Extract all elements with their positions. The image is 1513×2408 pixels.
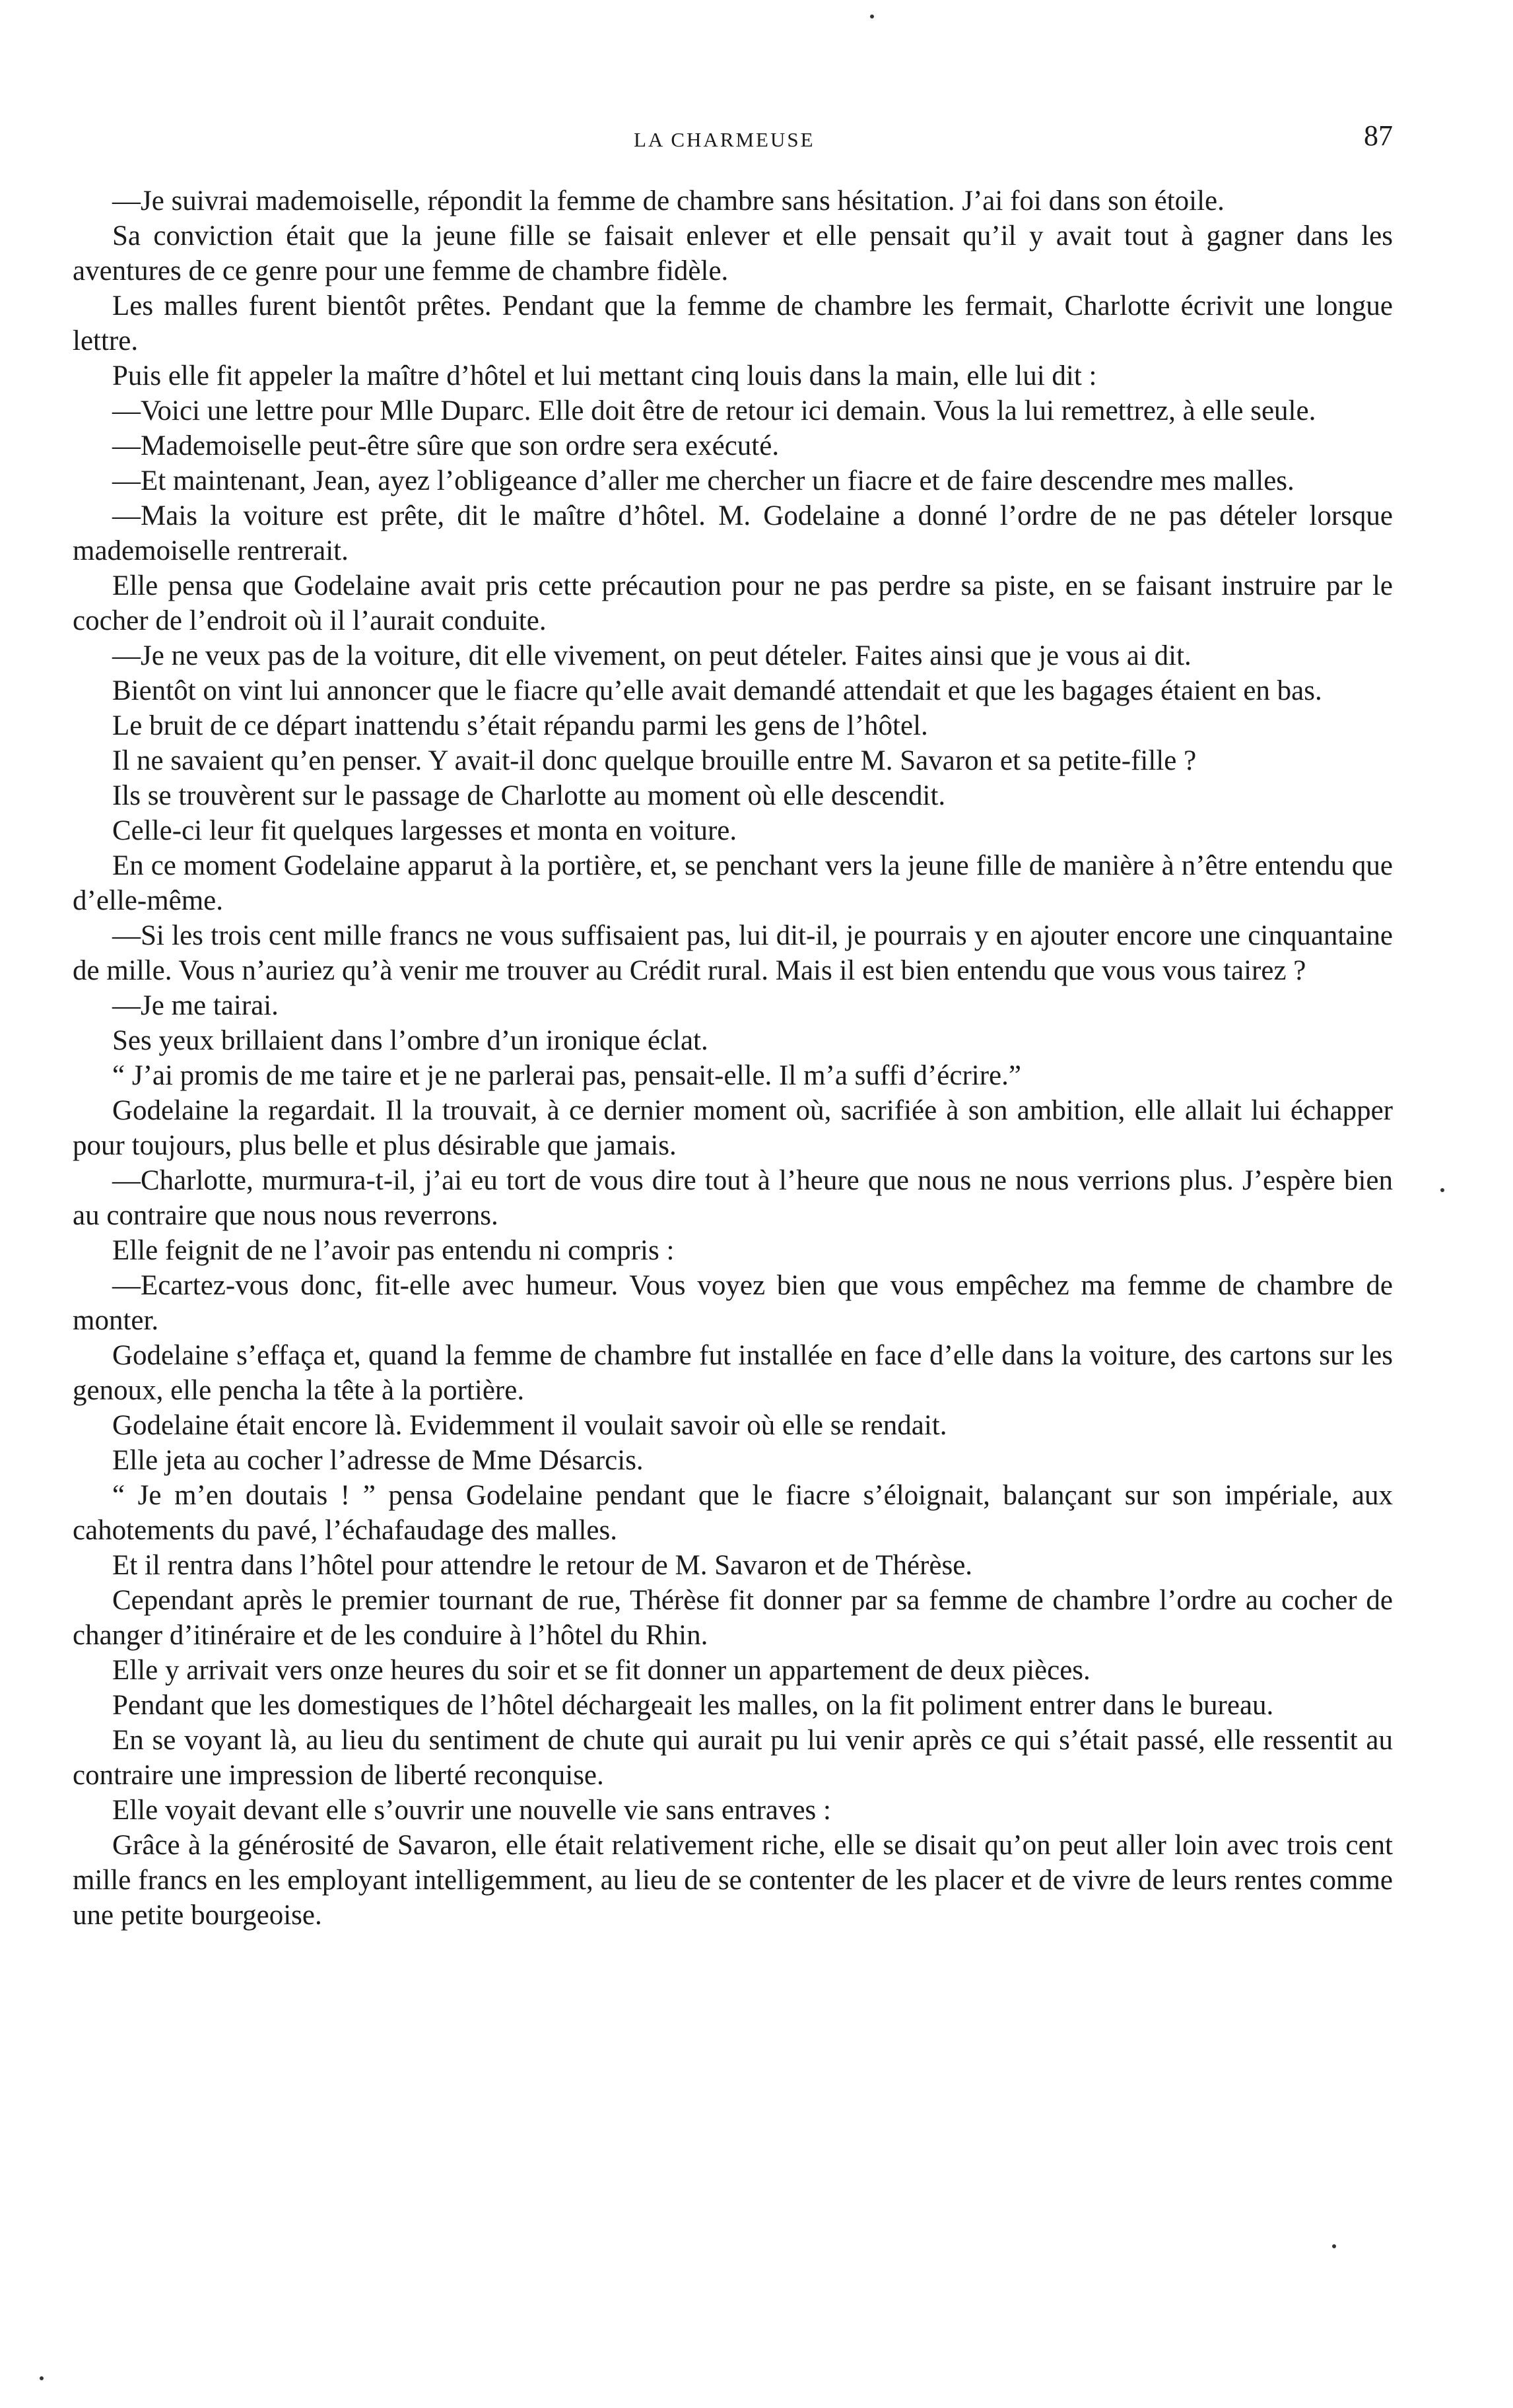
paragraph: —Voici une lettre pour Mlle Duparc. Elle doit être de retour ici demain. Vous la lui remettrez, à elle seule. bbox=[112, 395, 1316, 426]
paragraph: Elle voyait devant elle s’ouvrir une nouvelle vie sans entraves : bbox=[112, 1795, 831, 1826]
paragraph: Elle jeta au cocher l’adresse de Mme Désarcis. bbox=[112, 1445, 644, 1476]
paragraph: Sa conviction était que la jeune fille se faisait enlever et elle pensait qu’il y avait tout à gagner dans les aventures de ce genre pour une femme de chambre fidèle. bbox=[73, 220, 1393, 286]
paragraph: Puis elle fit appeler la maître d’hôtel et lui mettant cinq louis dans la main, elle lui dit : bbox=[112, 360, 1097, 391]
paragraph: Il ne savaient qu’en penser. Y avait-il donc quelque brouille entre M. Savaron et sa petite-fille ? bbox=[112, 745, 1197, 776]
paragraph: Godelaine s’effaça et, quand la femme de chambre fut installée en face d’elle dans la voiture, des cartons sur les genoux, elle pencha la tête à la portière. bbox=[73, 1340, 1393, 1406]
print-speck bbox=[40, 2376, 44, 2380]
paragraph: Les malles furent bientôt prêtes. Pendant que la femme de chambre les fermait, Charlotte écrivit une longue lettre. bbox=[73, 290, 1393, 356]
paragraph: Et il rentra dans l’hôtel pour attendre le retour de M. Savaron et de Thérèse. bbox=[112, 1550, 973, 1581]
paragraph: —Ecartez-vous donc, fit-elle avec humeur. Vous voyez bien que vous empêchez ma femme de chambre de monter. bbox=[73, 1270, 1393, 1336]
paragraph: —Je suivrai mademoiselle, répondit la femme de chambre sans hésitation. J’ai foi dans son étoile. bbox=[112, 185, 1225, 217]
paragraph: Celle-ci leur fit quelques largesses et monta en voiture. bbox=[112, 815, 737, 846]
paragraph: En ce moment Godelaine apparut à la portière, et, se penchant vers la jeune fille de manière à n’être entendu que d’elle-même. bbox=[73, 850, 1393, 916]
print-speck bbox=[1440, 1188, 1444, 1192]
paragraph: —Je ne veux pas de la voiture, dit elle vivement, on peut dételer. Faites ainsi que je vous ai dit. bbox=[112, 640, 1192, 671]
paragraph: Godelaine la regardait. Il la trouvait, à ce dernier moment où, sacrifiée à son ambition, elle allait lui échapper pour toujours, plus belle et plus désirable que jamais. bbox=[73, 1095, 1393, 1161]
paragraph: Le bruit de ce départ inattendu s’était répandu parmi les gens de l’hôtel. bbox=[112, 710, 928, 741]
paragraph: Ils se trouvèrent sur le passage de Charlotte au moment où elle descendit. bbox=[112, 780, 946, 811]
paragraph: Elle feignit de ne l’avoir pas entendu ni compris : bbox=[112, 1235, 675, 1266]
paragraph: “ J’ai promis de me taire et je ne parlerai pas, pensait-elle. Il m’a suffi d’écrire.” bbox=[112, 1060, 1021, 1091]
paragraph: Ses yeux brillaient dans l’ombre d’un ironique éclat. bbox=[112, 1025, 708, 1056]
page-header bbox=[73, 119, 1393, 158]
paragraph: En se voyant là, au lieu du sentiment de chute qui aurait pu lui venir après ce qui s’était passé, elle ressentit au contraire une impression de liberté reconquise. bbox=[73, 1725, 1393, 1791]
paragraph: Grâce à la générosité de Savaron, elle était relativement riche, elle se disait qu’on peut aller loin avec trois cent mille francs en les employant intelligemment, au lieu de se contenter de les placer et de vivre de leurs rentes comme une petite bourgeoise. bbox=[73, 1830, 1393, 1931]
paragraph: Cependant après le premier tournant de rue, Thérèse fit donner par sa femme de chambre l’ordre au cocher de changer d’itinéraire et de les conduire à l’hôtel du Rhin. bbox=[73, 1585, 1393, 1651]
paragraph: Pendant que les domestiques de l’hôtel déchargeait les malles, on la fit poliment entrer dans le bureau. bbox=[112, 1690, 1274, 1721]
paragraph: Godelaine était encore là. Evidemment il voulait savoir où elle se rendait. bbox=[112, 1410, 947, 1441]
paragraph: —Charlotte, murmura-t-il, j’ai eu tort de vous dire tout à l’heure que nous ne nous verrions plus. J’espère bien au contraire que nous nous reverrons. bbox=[73, 1165, 1393, 1231]
print-speck bbox=[1332, 2244, 1336, 2248]
paragraph: —Mademoiselle peut-être sûre que son ordre sera exécuté. bbox=[112, 430, 780, 461]
paragraph: —Mais la voiture est prête, dit le maître d’hôtel. M. Godelaine a donné l’ordre de ne pas dételer lorsque mademoiselle rentrerait. bbox=[73, 500, 1393, 566]
print-speck bbox=[870, 15, 874, 18]
paragraph: —Et maintenant, Jean, ayez l’obligeance d’aller me chercher un fiacre et de faire descendre mes malles. bbox=[112, 465, 1294, 496]
paragraph: “ Je m’en doutais ! ” pensa Godelaine pendant que le fiacre s’éloignait, balançant sur son impériale, aux cahotements du pavé, l’échafaudage des malles. bbox=[73, 1480, 1393, 1546]
body-text bbox=[73, 184, 1393, 1933]
paragraph: Elle pensa que Godelaine avait pris cette précaution pour ne pas perdre sa piste, en se faisant instruire par le cocher de l’endroit où il l’aurait conduite. bbox=[73, 570, 1393, 636]
paragraph: Bientôt on vint lui annoncer que le fiacre qu’elle avait demandé attendait et que les bagages étaient en bas. bbox=[112, 675, 1322, 706]
paragraph: Elle y arrivait vers onze heures du soir et se fit donner un appartement de deux pièces. bbox=[112, 1655, 1091, 1686]
page-number: 87 bbox=[1364, 119, 1393, 152]
running-title: LA CHARMEUSE bbox=[634, 128, 815, 151]
paragraph: —Je me tairai. bbox=[112, 990, 279, 1021]
paragraph: —Si les trois cent mille francs ne vous suffisaient pas, lui dit-il, je pourrais y en ajouter encore une cinquantaine de mille. Vous n’auriez qu’à venir me trouver au Crédit rural. Mais il est bien entendu que vous vous tairez ? bbox=[73, 920, 1393, 986]
